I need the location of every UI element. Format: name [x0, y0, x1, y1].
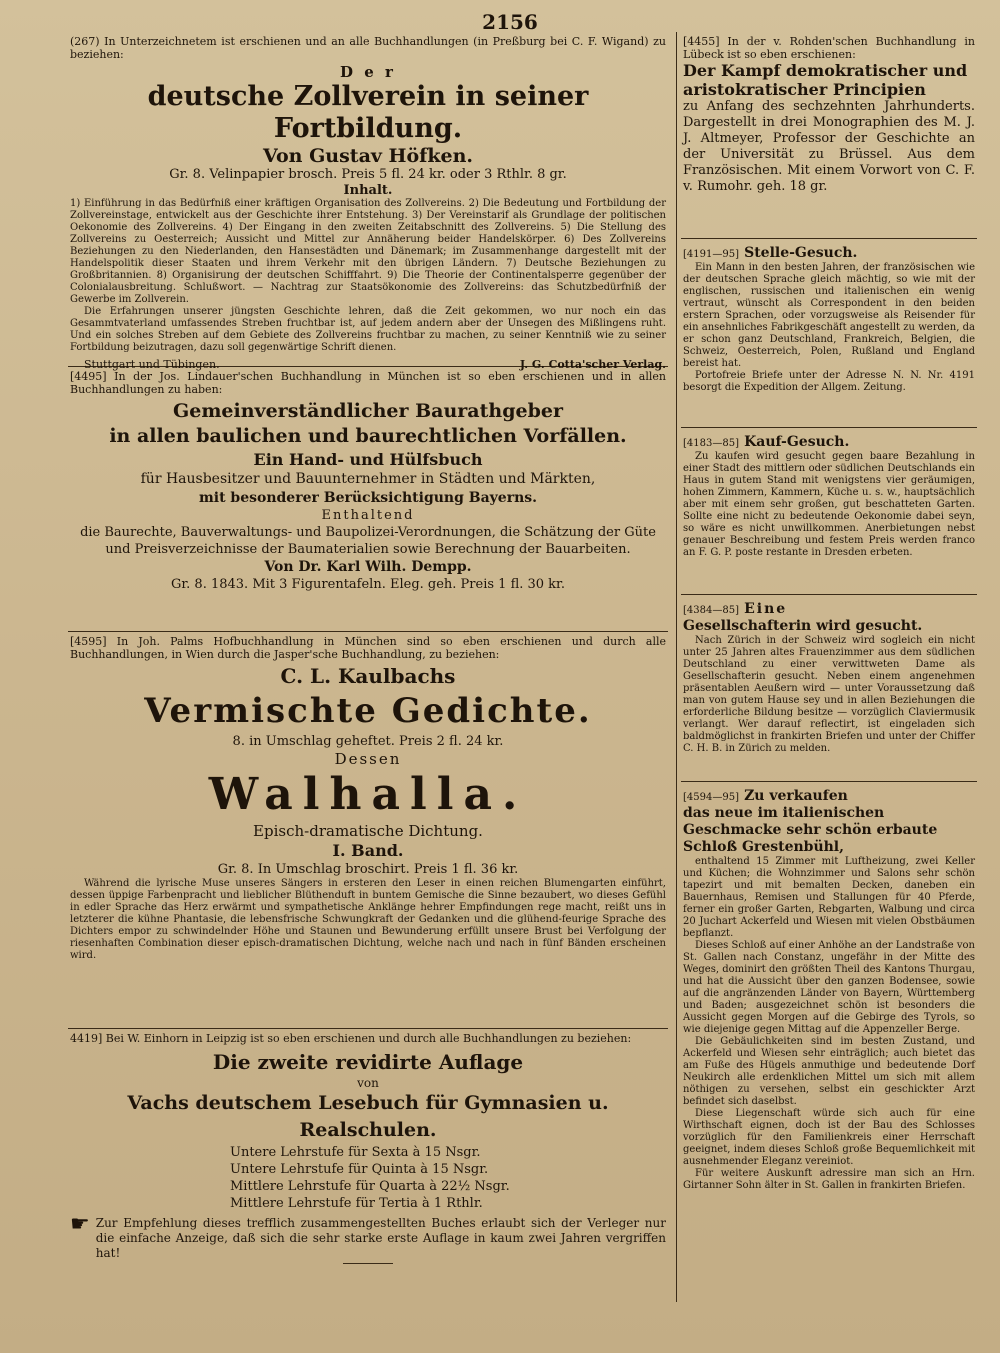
advert-text: Nach Zürich in der Schweiz wird sogleich ein nicht unter 25 Jahren altes Frauenzimmer aus dem südlichen Deutschland zu einer verwittweten Dame als Gesellschafterin gesucht. Neben einem angenehmen präsentablen Aeußern wird — unter Voraussetzung daß man von gutem Hause sey und in allen Beziehungen die erforderliche Bildung besitze — vorzüglich Claviermusik verlangt. Wer darauf reflectirt, ist eingeladen sich baldmöglichst in frankirten Briefen und unter der Chiffer C. H. B. in Zürich zu melden. [683, 635, 975, 754]
divider [343, 1263, 393, 1264]
price-list [70, 1144, 666, 1212]
list-item: Mittlere Lehrstufe für Tertia à 1 Rthlr. [230, 1196, 483, 1211]
contents-label: Inhalt. [343, 183, 393, 198]
book-title-2: Walhalla. [208, 769, 528, 820]
advert-ref: [4191—95] [683, 249, 739, 260]
pointing-hand-icon: ☛ [70, 1212, 90, 1237]
advert-text: Zur Empfehlung dieses trefflich zusammengestellten Buches erlaubt sich der Verleger nur die einfache Anzeige, daß sich die sehr starke erste Auflage in kaum zwei Jahren vergriffen hat! [95, 1216, 666, 1260]
advert-subtitle: das neue im italienischen Geschmacke sehr schön erbaute Schloß Grestenbühl, [683, 805, 938, 855]
advert-kauf-gesuch [681, 428, 977, 595]
advert-header: [4455] In der v. Rohden'schen Buchhandlung in Lübeck ist so eben erschienen: [683, 35, 975, 61]
advert-header: [4595] In Joh. Palms Hofbuchhandlung in München sind so eben erschienen und durch alle Buchhandlungen, in Wien durch die Jasper'sche Buchhandlung, zu beziehen: [70, 635, 666, 661]
advert-gesellschafterin [681, 595, 977, 782]
page-number: 2156 [482, 10, 538, 34]
book-title: Die zweite revidirte Auflage [212, 1050, 524, 1074]
advert-text: zu Anfang des sechzehnten Jahrhunderts. Dargestellt in drei Monographien des M. J. J. Altmeyer, Professor der Geschichte an der Universität zu Brüssel. Aus dem Französischen. Mit einem Vorwort von C. F. v. Rumohr. geh. 18 gr. [683, 99, 975, 194]
advert-kampf [681, 32, 977, 239]
book-price: 8. in Umschlag geheftet. Preis 2 fl. 24 kr. [232, 734, 504, 749]
book-title: deutsche Zollverein in seiner Fortbildung. [147, 81, 589, 144]
publisher-place: Stuttgart und Tübingen. [84, 358, 220, 371]
advert-kaulbach [68, 632, 668, 1029]
publisher-name: J. G. Cotta'scher Verlag. [519, 358, 666, 371]
book-title-line2: in allen baulichen und baurechtlichen Vorfällen. [109, 425, 627, 447]
book-volume: I. Band. [332, 841, 404, 860]
book-author: C. L. Kaulbachs [280, 664, 456, 688]
advert-header: [4495] In der Jos. Lindauer'schen Buchhandlung in München ist so eben erschienen und in allen Buchhandlungen zu haben: [70, 370, 666, 396]
advert-text: Die Gebäulichkeiten sind im besten Zustand, und Ackerfeld und Wiesen sehr einträglich; auch bietet das am Fuße des Hügels anmuthige und bedeutende Dorf Neukirch alle erdenklichen Mittel um sich mit allem nöthigen zu versehen, selbst ein geschickter Arzt befindet sich daselbst. [683, 1036, 975, 1107]
advert-baurathgeber [68, 367, 668, 632]
book-subtitle-line2: für Hausbesitzer und Bauunternehmer in Städten und Märkten, [140, 471, 596, 487]
advert-text: Ein Mann in den besten Jahren, der französischen wie der deutschen Sprache gleich mächtig, so wie mit der englischen, russischen und italienischen ein wenig vertraut, wünscht als Correspondent in den beiden erstern Sprachen, oder vorzugsweise als Reisender für ein ansehnliches Fabrikgeschäft angestellt zu werden, da er schon ganz Deutschland, Frankreich, Belgien, die Schweiz, Oesterreich, Polen, Rußland und England bereist hat. [683, 262, 975, 369]
advert-ref: [4183—85] [683, 438, 739, 449]
book-price: Gr. 8. Velinpapier brosch. Preis 5 fl. 24 kr. oder 3 Rthlr. 8 gr. [169, 167, 567, 182]
book-title: Gemeinverständlicher Baurathgeber [173, 400, 563, 422]
advert-title: Zu verkaufen [744, 788, 848, 804]
advert-title: Gesellschafterin wird gesucht. [683, 618, 923, 634]
book-price: Gr. 8. 1843. Mit 3 Figurentafeln. Eleg. geh. Preis 1 fl. 30 kr. [171, 577, 565, 592]
book-title-2: Vachs deutschem Lesebuch für Gymnasien u. Realschulen. [127, 1092, 609, 1141]
book-author: Von Dr. Karl Wilh. Dempp. [264, 559, 472, 575]
advert-text: enthaltend 15 Zimmer mit Luftheizung, zwei Keller und Küchen; die Wohnzimmer und Salons sehr schön tapezirt und mit bemalten Decken, daneben ein Bauernhaus, Remisen und Stallungen für 40 Pferde, ferner ein großer Garten, Rebgarten, Walbung und circa 20 Juchart Ackerfeld und Wiesen mit vielen Obstbäumen bepflanzt. [683, 856, 975, 939]
advert-text: Die Erfahrungen unserer jüngsten Geschichte lehren, daß die Zeit gekommen, wo nur noch ein das Gesammtvaterland umfassendes Streben fruchtbar ist, auf jedem andern aber der Unsegen des Mißlingens ruht. Und ein solches Streben auf dem Gebiete des Zollvereins fruchtbar zu machen, zu seiner Kenntniß wie zu seiner Fortbildung beizutragen, dazu soll gegenwärtige Schrift dienen. [70, 306, 666, 353]
book-subtitle-line3: mit besonderer Berücksichtigung Bayerns. [198, 490, 538, 506]
list-item: Mittlere Lehrstufe für Quarta à 22½ Nsgr. [230, 1179, 510, 1194]
right-column [676, 32, 977, 1302]
advert-zollverein [68, 32, 668, 371]
advert-note: Portofreie Briefe unter der Adresse N. N. Nr. 4191 besorgt die Expedition der Allgem. Zeitung. [683, 370, 975, 393]
advert-text: Diese Liegenschaft würde sich auch für eine Wirthschaft eignen, doch ist der Bau des Schlosses vorzüglich für den Familienkreis einer Herrschaft geeignet, indem dieses Schloß große Bequemlichkeit mit ausnehmender Eleganz vereiniot. [683, 1108, 975, 1167]
book-title: Der Kampf demokratischer und aristokratischer Principien [683, 61, 968, 99]
article-der: D e r [340, 63, 396, 81]
book-description: die Baurechte, Bauverwaltungs- und Baupolizei-Verordnungen, die Schätzung der Güte und Preisverzeichnisse der Baumaterialien sowie Berechnung der Bauarbeiten. [80, 525, 656, 557]
advert-title: Kauf-Gesuch. [744, 434, 850, 450]
book-title: Vermischte Gedichte. [144, 691, 592, 731]
advert-text: Dieses Schloß auf einer Anhöhe an der Landstraße von St. Gallen nach Constanz, ungefähr in der Mitte des Weges, dominirt den größten Theil des Kantons Thurgau, und hat die Aussicht über den ganzen Bodensee, sowie auf die angränzenden Länder von Bayern, Württemberg und Baden; ausgezeichnet schön ist besonders die Aussicht gegen Morgen auf die Gebirge des Tyrols, so wie diejenige gegen Mittag auf die Appenzeller Berge. [683, 940, 975, 1035]
advert-title: Stelle-Gesuch. [744, 245, 858, 261]
advert-text: Zu kaufen wird gesucht gegen baare Bezahlung in einer Stadt des mittlern oder südlichen Deutschlands ein Haus in gutem Stand mit wenigstens vier geräumigen, hohen Zimmern, Kammern, Küche u. s. w., hauptsächlich aber mit einem sehr großen, gut beschatteten Garten. Sollte eine nicht zu bedeutende Oekonomie dabei seyn, so wäre es nicht unwillkommen. Anerbietungen nebst genauer Beschreibung und festem Preis werden franco an F. G. P. poste restante in Dresden erbeten. [683, 451, 975, 558]
advert-schloss [681, 782, 977, 1197]
advert-ref: [4594—95] [683, 792, 739, 803]
von-label: von [357, 1076, 379, 1090]
advert-header: 4419] Bei W. Einhorn in Leipzig ist so eben erschienen und durch alle Buchhandlungen zu beziehen: [70, 1032, 632, 1045]
book-subtitle: Ein Hand- und Hülfsbuch [253, 450, 483, 469]
book-subtitle: Episch-dramatische Dichtung. [253, 822, 483, 840]
book-price-2: Gr. 8. In Umschlag broschirt. Preis 1 fl. 36 kr. [217, 862, 519, 877]
advert-lesebuch [68, 1029, 668, 1271]
advert-ref: [4384—85] [683, 605, 739, 616]
contents-list: 1) Einführung in das Bedürfniß einer kräftigen Organisation des Zollvereins. 2) Die Bedeutung und Fortbildung der Zollvereinstage, entwickelt aus der Geschichte ihrer Entstehung. 3) Der Vereinstarif als Grundlage der politischen Oekonomie des Zollvereins. 4) Der Eingang in den zweiten Zeitabschnitt des Zollvereins. 5) Die Stellung des Zollvereins zu Oesterreich; Aussicht und Mittel zur Annäherung beider Handelskörper. 6) Des Zollvereins Beziehungen zu den Niederlanden, den Hansestädten und Dänemark; im Zusammenhange dargestellt mit der Handelspolitik dieser Staaten und ihrem Verkehr mit den übrigen Ländern. 7) Deutsche Beziehungen zu Großbritannien. 8) Organisirung der deutschen Schifffahrt. 9) Die Theorie der Continentalsperre gegenüber der Colonialausbreitung. Schlußwort. — Nachtrag zur Staatsökonomie des Zollvereins: das Schutzbedürfniß der Gewerbe im Zollverein. [70, 198, 666, 305]
advert-text: Während die lyrische Muse unseres Sängers in ersteren den Leser in einen reichen Blumengarten einführt, dessen üppige Farbenpracht und lieblicher Blüthenduft in buntem Gemische die Sinne bezaubert, wo dieses Gefühl in edler Sprache das Herz erwärmt und sympathetische Anklänge hehrer Empfindungen rege macht, reißt uns in letzterer die kühne Phantasie, die lebensfrische Schwungkraft der Gedanken und die glühend-feurige Sprache des Dichters empor zu schwindelnder Höhe und Staunen und Bewunderung erfüllt unsere Brust bei Verfolgung der riesenhaften Combination dieser episch-dramatischen Dichtung, welche nach und nach in fünf Bänden erscheinen wird. [70, 878, 666, 961]
dessen-label: Dessen [334, 750, 402, 768]
advert-text: Für weitere Auskunft adressire man sich an Hrn. Girtanner Sohn älter in St. Gallen in frankirten Briefen. [683, 1168, 975, 1191]
left-column [68, 32, 668, 1342]
list-item: Untere Lehrstufe für Quinta à 15 Nsgr. [230, 1162, 489, 1177]
advert-header: (267) In Unterzeichnetem ist erschienen und an alle Buchhandlungen (in Preßburg bei C. F. Wigand) zu beziehen: [70, 35, 666, 61]
contents-label: Enthaltend [321, 508, 415, 523]
list-item: Untere Lehrstufe für Sexta à 15 Nsgr. [230, 1145, 481, 1160]
advert-eine: Eine [744, 601, 788, 617]
advert-stelle-gesuch [681, 239, 977, 428]
book-author: Von Gustav Höfken. [262, 145, 474, 167]
